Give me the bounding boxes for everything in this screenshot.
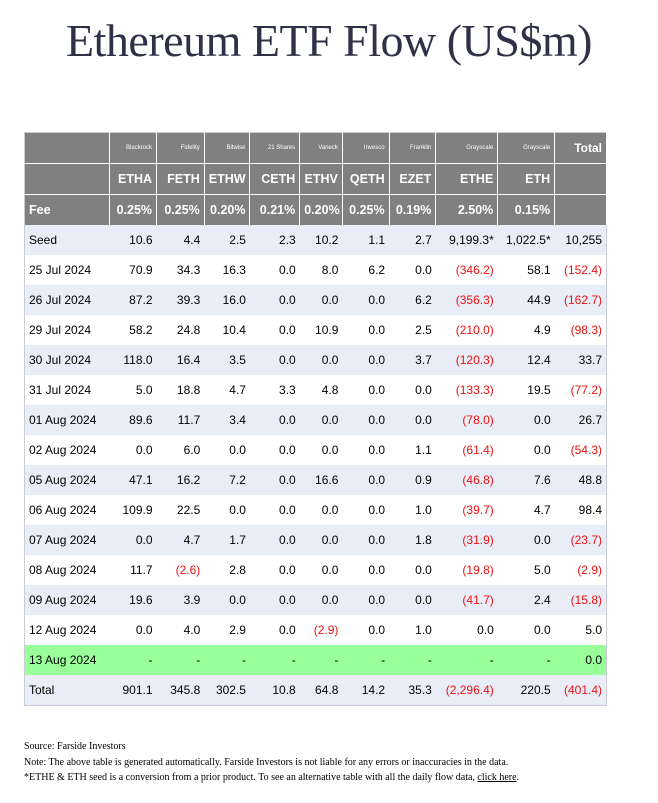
flow-cell: 7.6 bbox=[498, 465, 555, 495]
row-date: 07 Aug 2024 bbox=[25, 525, 110, 555]
flow-cell: 0.0 bbox=[342, 495, 389, 525]
flow-cell: 19.5 bbox=[498, 375, 555, 405]
seed-note-text: *ETHE & ETH seed is a conversion from a prior product. To see an alternative table with all the daily flow data, bbox=[24, 772, 478, 783]
issuer-header: Grayscale bbox=[436, 133, 498, 164]
flow-cell: 0.0 bbox=[250, 615, 300, 645]
flow-cell: 2.5 bbox=[389, 315, 436, 345]
flow-cell: 0.0 bbox=[342, 375, 389, 405]
flow-cell: 0.0 bbox=[342, 615, 389, 645]
flow-cell: 0.0 bbox=[110, 435, 157, 465]
flow-cell: 0.0 bbox=[498, 525, 555, 555]
row-total-cell: (162.7) bbox=[555, 285, 607, 315]
flow-cell: (2.6) bbox=[157, 555, 205, 585]
fee-value: 0.25% bbox=[110, 195, 157, 226]
flow-cell: 345.8 bbox=[157, 675, 205, 706]
flow-cell: 19.6 bbox=[110, 585, 157, 615]
flow-cell: 0.0 bbox=[342, 405, 389, 435]
flow-cell: 0.0 bbox=[250, 285, 300, 315]
row-total-cell: 10,255 bbox=[555, 225, 607, 255]
flow-cell: 10.2 bbox=[300, 225, 343, 255]
flow-cell: (78.0) bbox=[436, 405, 498, 435]
flow-cell: 16.4 bbox=[157, 345, 205, 375]
flow-cell: 0.0 bbox=[498, 615, 555, 645]
flow-cell: 0.0 bbox=[342, 525, 389, 555]
row-date: 08 Aug 2024 bbox=[25, 555, 110, 585]
flow-cell: - bbox=[157, 645, 205, 675]
etf-flow-table bbox=[24, 132, 607, 706]
issuer-header: Grayscale bbox=[498, 133, 555, 164]
flow-cell: 16.0 bbox=[204, 285, 250, 315]
flow-cell: 47.1 bbox=[110, 465, 157, 495]
flow-cell: 5.0 bbox=[498, 555, 555, 585]
flow-cell: 0.0 bbox=[250, 315, 300, 345]
ticker-header: QETH bbox=[342, 164, 389, 195]
row-date: 31 Jul 2024 bbox=[25, 375, 110, 405]
flow-cell: 16.2 bbox=[157, 465, 205, 495]
ticker-header: EZET bbox=[389, 164, 436, 195]
flow-cell: 0.0 bbox=[250, 255, 300, 285]
flow-cell: 70.9 bbox=[110, 255, 157, 285]
ticker-header-row bbox=[25, 164, 607, 195]
flow-cell: 302.5 bbox=[204, 675, 250, 706]
flow-cell: (61.4) bbox=[436, 435, 498, 465]
flow-cell: 0.0 bbox=[342, 585, 389, 615]
flow-cell: 0.0 bbox=[498, 405, 555, 435]
row-total-cell: 33.7 bbox=[555, 345, 607, 375]
flow-cell: - bbox=[204, 645, 250, 675]
table-row bbox=[25, 225, 607, 255]
row-date: 02 Aug 2024 bbox=[25, 435, 110, 465]
flow-cell: - bbox=[498, 645, 555, 675]
flow-cell: 0.0 bbox=[250, 555, 300, 585]
issuer-header-row bbox=[25, 133, 607, 164]
flow-cell: (2.9) bbox=[300, 615, 343, 645]
total-row bbox=[25, 675, 607, 706]
flow-cell: 0.0 bbox=[300, 585, 343, 615]
flow-cell: 2.5 bbox=[204, 225, 250, 255]
table-row bbox=[25, 555, 607, 585]
flow-cell: 4.8 bbox=[300, 375, 343, 405]
flow-cell: 0.0 bbox=[250, 465, 300, 495]
fee-row bbox=[25, 195, 607, 226]
flow-cell: 1.0 bbox=[389, 495, 436, 525]
flow-cell: 89.6 bbox=[110, 405, 157, 435]
table-row bbox=[25, 495, 607, 525]
row-total-cell: (152.4) bbox=[555, 255, 607, 285]
flow-cell: (31.9) bbox=[436, 525, 498, 555]
table-row bbox=[25, 315, 607, 345]
table-row bbox=[25, 525, 607, 555]
flow-cell: 901.1 bbox=[110, 675, 157, 706]
flow-cell: 2.3 bbox=[250, 225, 300, 255]
ticker-header-blank bbox=[25, 164, 110, 195]
table-row bbox=[25, 615, 607, 645]
flow-cell: 0.0 bbox=[250, 585, 300, 615]
table-row bbox=[25, 645, 607, 675]
flow-cell: 0.0 bbox=[342, 315, 389, 345]
flow-cell: 1.0 bbox=[389, 615, 436, 645]
table-row bbox=[25, 405, 607, 435]
flow-cell: 0.0 bbox=[250, 525, 300, 555]
flow-cell: 0.0 bbox=[389, 585, 436, 615]
total-column-header: Total bbox=[555, 133, 607, 164]
flow-cell: 44.9 bbox=[498, 285, 555, 315]
page-title: Ethereum ETF Flow (US$m) bbox=[66, 15, 592, 66]
fee-value: 2.50% bbox=[436, 195, 498, 226]
flow-cell: 12.4 bbox=[498, 345, 555, 375]
flow-cell: (46.8) bbox=[436, 465, 498, 495]
flow-cell: 11.7 bbox=[157, 405, 205, 435]
flow-cell: 4.7 bbox=[498, 495, 555, 525]
row-total-cell: 5.0 bbox=[555, 615, 607, 645]
row-total-cell: 98.4 bbox=[555, 495, 607, 525]
flow-cell: 0.0 bbox=[204, 495, 250, 525]
flow-cell: 24.8 bbox=[157, 315, 205, 345]
flow-cell: 6.2 bbox=[342, 255, 389, 285]
flow-cell: 3.4 bbox=[204, 405, 250, 435]
issuer-header: Fidelity bbox=[157, 133, 205, 164]
fee-value: 0.19% bbox=[389, 195, 436, 226]
flow-cell: 0.0 bbox=[389, 555, 436, 585]
flow-cell: 3.9 bbox=[157, 585, 205, 615]
flow-cell: 0.0 bbox=[110, 525, 157, 555]
issuer-header: Bitwise bbox=[204, 133, 250, 164]
flow-cell: 2.8 bbox=[204, 555, 250, 585]
flow-cell: 4.0 bbox=[157, 615, 205, 645]
flow-cell: 1.8 bbox=[389, 525, 436, 555]
flow-cell: 0.0 bbox=[300, 525, 343, 555]
flow-cell: 18.8 bbox=[157, 375, 205, 405]
row-date: 26 Jul 2024 bbox=[25, 285, 110, 315]
flow-cell: 0.0 bbox=[300, 345, 343, 375]
row-date: 25 Jul 2024 bbox=[25, 255, 110, 285]
flow-cell: - bbox=[389, 645, 436, 675]
ticker-header: ETH bbox=[498, 164, 555, 195]
flow-cell: 4.7 bbox=[157, 525, 205, 555]
row-total-cell: 26.7 bbox=[555, 405, 607, 435]
flow-cell: 0.0 bbox=[250, 495, 300, 525]
flow-cell: 87.2 bbox=[110, 285, 157, 315]
flow-cell: 220.5 bbox=[498, 675, 555, 706]
flow-cell: 6.0 bbox=[157, 435, 205, 465]
flow-cell: 2.4 bbox=[498, 585, 555, 615]
flow-cell: (120.3) bbox=[436, 345, 498, 375]
table-row bbox=[25, 345, 607, 375]
flow-cell: 0.0 bbox=[110, 615, 157, 645]
row-date: 05 Aug 2024 bbox=[25, 465, 110, 495]
flow-cell: 0.0 bbox=[250, 345, 300, 375]
flow-cell: 0.0 bbox=[204, 585, 250, 615]
flow-cell: 2.9 bbox=[204, 615, 250, 645]
row-total-cell: (77.2) bbox=[555, 375, 607, 405]
flow-cell: 0.0 bbox=[250, 405, 300, 435]
flow-cell: 3.7 bbox=[389, 345, 436, 375]
table-row bbox=[25, 375, 607, 405]
fee-label: Fee bbox=[25, 195, 110, 226]
flow-cell: 3.3 bbox=[250, 375, 300, 405]
flow-cell: 0.0 bbox=[342, 555, 389, 585]
table-row bbox=[25, 465, 607, 495]
ticker-header: CETH bbox=[250, 164, 300, 195]
flow-cell: 8.0 bbox=[300, 255, 343, 285]
row-total-cell: (54.3) bbox=[555, 435, 607, 465]
issuer-header: Invesco bbox=[342, 133, 389, 164]
flow-cell: 0.0 bbox=[389, 375, 436, 405]
ticker-header: ETHA bbox=[110, 164, 157, 195]
flow-cell: 0.0 bbox=[498, 435, 555, 465]
fee-blank bbox=[555, 195, 607, 226]
issuer-header: Franklin bbox=[389, 133, 436, 164]
flow-cell: - bbox=[300, 645, 343, 675]
flow-cell: 1.1 bbox=[342, 225, 389, 255]
flow-cell: 0.0 bbox=[389, 405, 436, 435]
ticker-header-blank bbox=[555, 164, 607, 195]
flow-cell: 58.1 bbox=[498, 255, 555, 285]
fee-value: 0.15% bbox=[498, 195, 555, 226]
ticker-header: ETHE bbox=[436, 164, 498, 195]
row-date: 30 Jul 2024 bbox=[25, 345, 110, 375]
flow-cell: 0.0 bbox=[300, 495, 343, 525]
row-total-cell: 48.8 bbox=[555, 465, 607, 495]
row-date: 09 Aug 2024 bbox=[25, 585, 110, 615]
flow-cell: 4.7 bbox=[204, 375, 250, 405]
flow-cell: 2.7 bbox=[389, 225, 436, 255]
flow-cell: 0.0 bbox=[300, 435, 343, 465]
fee-value: 0.21% bbox=[250, 195, 300, 226]
flow-cell: 118.0 bbox=[110, 345, 157, 375]
flow-cell: 0.0 bbox=[250, 435, 300, 465]
table-row bbox=[25, 285, 607, 315]
flow-cell: (41.7) bbox=[436, 585, 498, 615]
flow-cell: 0.0 bbox=[300, 285, 343, 315]
flow-cell: 0.0 bbox=[436, 615, 498, 645]
flow-cell: 10.4 bbox=[204, 315, 250, 345]
source-note: Source: Farside Investors bbox=[24, 741, 126, 752]
flow-cell: 34.3 bbox=[157, 255, 205, 285]
flow-cell: 14.2 bbox=[342, 675, 389, 706]
issuer-header: Vaneck bbox=[300, 133, 343, 164]
flow-cell: (356.3) bbox=[436, 285, 498, 315]
flow-cell: 0.0 bbox=[204, 435, 250, 465]
issuer-header: Blackrock bbox=[110, 133, 157, 164]
flow-cell: 4.9 bbox=[498, 315, 555, 345]
flow-cell: 58.2 bbox=[110, 315, 157, 345]
row-date: 12 Aug 2024 bbox=[25, 615, 110, 645]
flow-cell: - bbox=[250, 645, 300, 675]
flow-cell: 11.7 bbox=[110, 555, 157, 585]
footnotes bbox=[24, 739, 644, 786]
flow-cell: 4.4 bbox=[157, 225, 205, 255]
table-row bbox=[25, 435, 607, 465]
flow-cell: 3.5 bbox=[204, 345, 250, 375]
flow-cell: 35.3 bbox=[389, 675, 436, 706]
table-row bbox=[25, 255, 607, 285]
flow-cell: 0.0 bbox=[389, 255, 436, 285]
flow-cell: 0.0 bbox=[300, 405, 343, 435]
disclaimer-note: Note: The above table is generated automatically. Farside Investors is not liable for any errors or inaccuracies in the data. bbox=[24, 756, 509, 768]
flow-cell: (2,296.4) bbox=[436, 675, 498, 706]
flow-cell: 6.2 bbox=[389, 285, 436, 315]
flow-cell: 10.9 bbox=[300, 315, 343, 345]
flow-cell: 0.0 bbox=[342, 285, 389, 315]
flow-cell: 1.1 bbox=[389, 435, 436, 465]
row-total-cell: (401.4) bbox=[555, 675, 607, 706]
flow-cell: 0.0 bbox=[342, 435, 389, 465]
flow-cell: 0.0 bbox=[300, 555, 343, 585]
issuer-header-blank bbox=[25, 133, 110, 164]
row-date: 13 Aug 2024 bbox=[25, 645, 110, 675]
flow-cell: (346.2) bbox=[436, 255, 498, 285]
flow-cell: 0.0 bbox=[342, 465, 389, 495]
fee-value: 0.25% bbox=[157, 195, 205, 226]
flow-cell: (19.8) bbox=[436, 555, 498, 585]
flow-cell: 22.5 bbox=[157, 495, 205, 525]
seed-note bbox=[24, 770, 644, 786]
flow-cell: - bbox=[110, 645, 157, 675]
flow-cell: (133.3) bbox=[436, 375, 498, 405]
flow-cell: 9,199.3* bbox=[436, 225, 498, 255]
seed-note-suffix: . bbox=[516, 772, 520, 783]
flow-cell: 1.7 bbox=[204, 525, 250, 555]
flow-cell: 64.8 bbox=[300, 675, 343, 706]
flow-cell: 7.2 bbox=[204, 465, 250, 495]
flow-cell: 109.9 bbox=[110, 495, 157, 525]
row-total-cell: 0.0 bbox=[555, 645, 607, 675]
flow-cell: 0.0 bbox=[342, 345, 389, 375]
row-total-cell: (15.8) bbox=[555, 585, 607, 615]
flow-cell: - bbox=[342, 645, 389, 675]
fee-value: 0.20% bbox=[300, 195, 343, 226]
ticker-header: FETH bbox=[157, 164, 205, 195]
row-date: 06 Aug 2024 bbox=[25, 495, 110, 525]
row-date: 29 Jul 2024 bbox=[25, 315, 110, 345]
flow-cell: 16.6 bbox=[300, 465, 343, 495]
row-date: 01 Aug 2024 bbox=[25, 405, 110, 435]
flow-cell: - bbox=[436, 645, 498, 675]
ticker-header: ETHW bbox=[204, 164, 250, 195]
flow-cell: (39.7) bbox=[436, 495, 498, 525]
flow-cell: 16.3 bbox=[204, 255, 250, 285]
ticker-header: ETHV bbox=[300, 164, 343, 195]
fee-value: 0.25% bbox=[342, 195, 389, 226]
flow-cell: 39.3 bbox=[157, 285, 205, 315]
flow-cell: 1,022.5* bbox=[498, 225, 555, 255]
fee-value: 0.20% bbox=[204, 195, 250, 226]
flow-cell: (210.0) bbox=[436, 315, 498, 345]
issuer-header: 21 Shares bbox=[250, 133, 300, 164]
flow-cell: 10.6 bbox=[110, 225, 157, 255]
row-date: Seed bbox=[25, 225, 110, 255]
flow-cell: 5.0 bbox=[110, 375, 157, 405]
flow-cell: 0.9 bbox=[389, 465, 436, 495]
row-date: Total bbox=[25, 675, 110, 706]
row-total-cell: (23.7) bbox=[555, 525, 607, 555]
row-total-cell: (2.9) bbox=[555, 555, 607, 585]
alternative-table-link[interactable]: click here bbox=[477, 772, 517, 783]
table-row bbox=[25, 585, 607, 615]
row-total-cell: (98.3) bbox=[555, 315, 607, 345]
flow-cell: 10.8 bbox=[250, 675, 300, 706]
